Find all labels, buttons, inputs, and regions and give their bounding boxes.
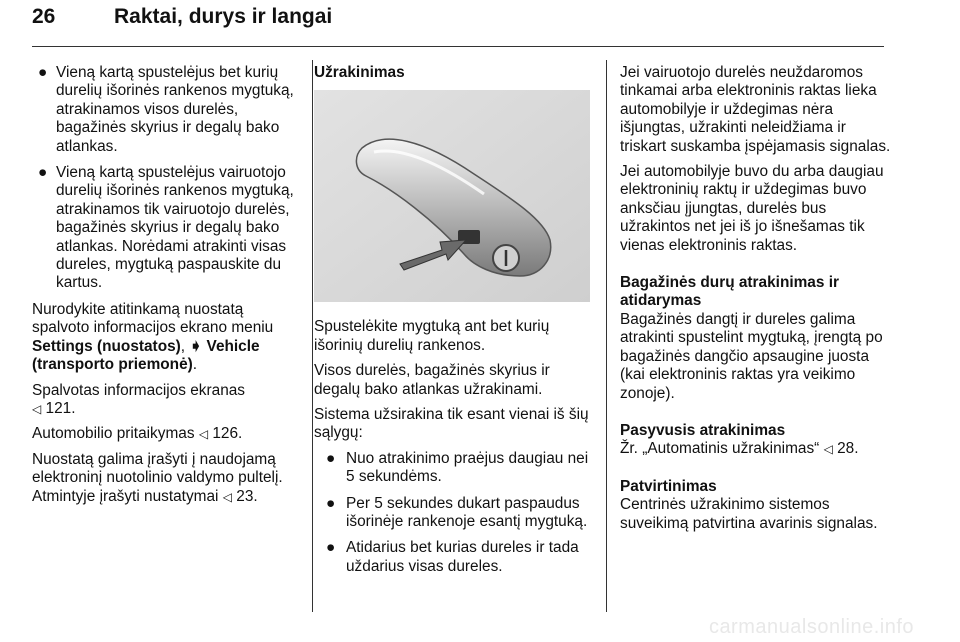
column-divider-2 — [606, 60, 607, 612]
passive-unlock-paragraph: Žr. „Automatinis užrakinimas“ ◁ 28. — [620, 440, 859, 458]
page-reference-icon: ◁ — [198, 427, 209, 442]
menu-arrow-icon: ➧ — [189, 337, 203, 355]
list-item: ● Per 5 sekundes dukart paspaudus išorinėje rankenoje esantį mygtuką. — [326, 494, 588, 531]
settings-paragraph: Nurodykite atitinkamą nuostatą spalvoto informacijos ekrano meniu Settings (nuostatos), ➧ Vehicle (transporto priemonė). — [32, 300, 274, 374]
all-locked-paragraph: Visos durelės, bagažinės skyrius ir degalų bako atlankas užrakinami. — [314, 362, 550, 398]
settings-menu-label: Settings (nuostatos) — [32, 337, 181, 355]
page-header — [32, 6, 884, 38]
door-handle-image — [314, 90, 590, 302]
tailgate-paragraph: Bagažinės dangtį ir dureles galima atrakinti spustelint mygtuką, įrengtą po bagažinės dangčio apsaugine juosta (kai elektroninis raktas yra veikimo zonoje). — [620, 310, 883, 402]
list-item: ● Vieną kartą spustelėjus bet kurių durelių išorinės rankenos mygtuką, atrakinamos visos durelės, bagažinės skyrius ir degalų bako atlankas. — [38, 64, 294, 155]
page-reference-icon: ◁ — [32, 401, 42, 416]
conditions-bullet-list — [314, 450, 592, 576]
press-button-paragraph: Spustelėkite mygtuką ant bet kurių išorinių durelių rankenos. — [314, 318, 550, 354]
page-reference-icon: ◁ — [222, 489, 232, 504]
color-info-display-paragraph: Spalvotas informacijos ekranas ◁ 121. — [32, 381, 246, 417]
unlock-bullet-list — [32, 64, 304, 293]
memory-paragraph: Nuostatą galima įrašyti į naudojamą elektroninį nuotolinio valdymo pultelį. Atmintyje įrašyti nustatymai ◁ 23. — [32, 450, 283, 505]
page-reference-icon: ◁ — [823, 442, 833, 457]
column-3 — [620, 64, 892, 540]
column-divider-1 — [312, 60, 313, 612]
section-heading-tailgate: Bagažinės durų atrakinimas ir atidarymas — [620, 274, 839, 310]
vehicle-menu-label: Vehicle (transporto priemonė) — [32, 337, 260, 374]
section-heading-locking: Užrakinimas — [314, 64, 405, 81]
watermark: carmanualsonline.info — [708, 615, 914, 638]
column-2 — [314, 64, 592, 584]
page-reference: 121. — [45, 399, 76, 417]
list-item: ● Vieną kartą spustelėjus vairuotojo durelių išorinės rankenos mygtuką, atrakinamos tik vairuotojo durelės, bagažinės skyrius ir degalų bako atlankas. Norėdami atrakinti visas dureles, mygtuką paspauskite du kartus. — [38, 164, 294, 292]
confirmation-paragraph: Centrinės užrakinimo sistemos suveikimą patvirtina avarinis signalas. — [620, 496, 878, 532]
driver-door-paragraph: Jei vairuotojo durelės neuždaromos tinkamai arba elektroninis raktas lieka automobilyje ir uždegimas nėra išjungtas, užrakinti neleidžiama ir triskart suskamba įspėjamasis signalas. — [620, 64, 891, 155]
multiple-keys-paragraph: Jei automobilyje buvo du arba daugiau elektroninių raktų ir uždegimas buvo anksčiau įjungtas, durelės bus užrakintos net jei iš jo išnešamas tik vienas elektroninis raktas. — [620, 163, 884, 254]
page-title: Raktai, durys ir langai — [114, 5, 333, 28]
list-item: ● Nuo atrakinimo praėjus daugiau nei 5 sekundėms. — [326, 449, 589, 486]
page-reference: 23. — [236, 487, 258, 505]
page-reference: 28. — [837, 440, 859, 458]
section-heading-passive-unlock: Pasyvusis atrakinimas — [620, 421, 786, 439]
door-handle-illustration — [314, 90, 590, 302]
section-heading-confirmation: Patvirtinimas — [620, 477, 717, 495]
column-1 — [32, 64, 304, 513]
vehicle-personalization-paragraph: Automobilio pritaikymas ◁ 126. — [32, 425, 243, 443]
header-rule — [32, 46, 884, 47]
page-number: 26 — [32, 5, 56, 28]
conditions-paragraph: Sistema užsirakina tik esant vienai iš šių sąlygų: — [314, 406, 589, 442]
page-reference: 126. — [212, 425, 243, 443]
list-item: ● Atidarius bet kurias dureles ir tada uždarius visas dureles. — [326, 539, 579, 575]
